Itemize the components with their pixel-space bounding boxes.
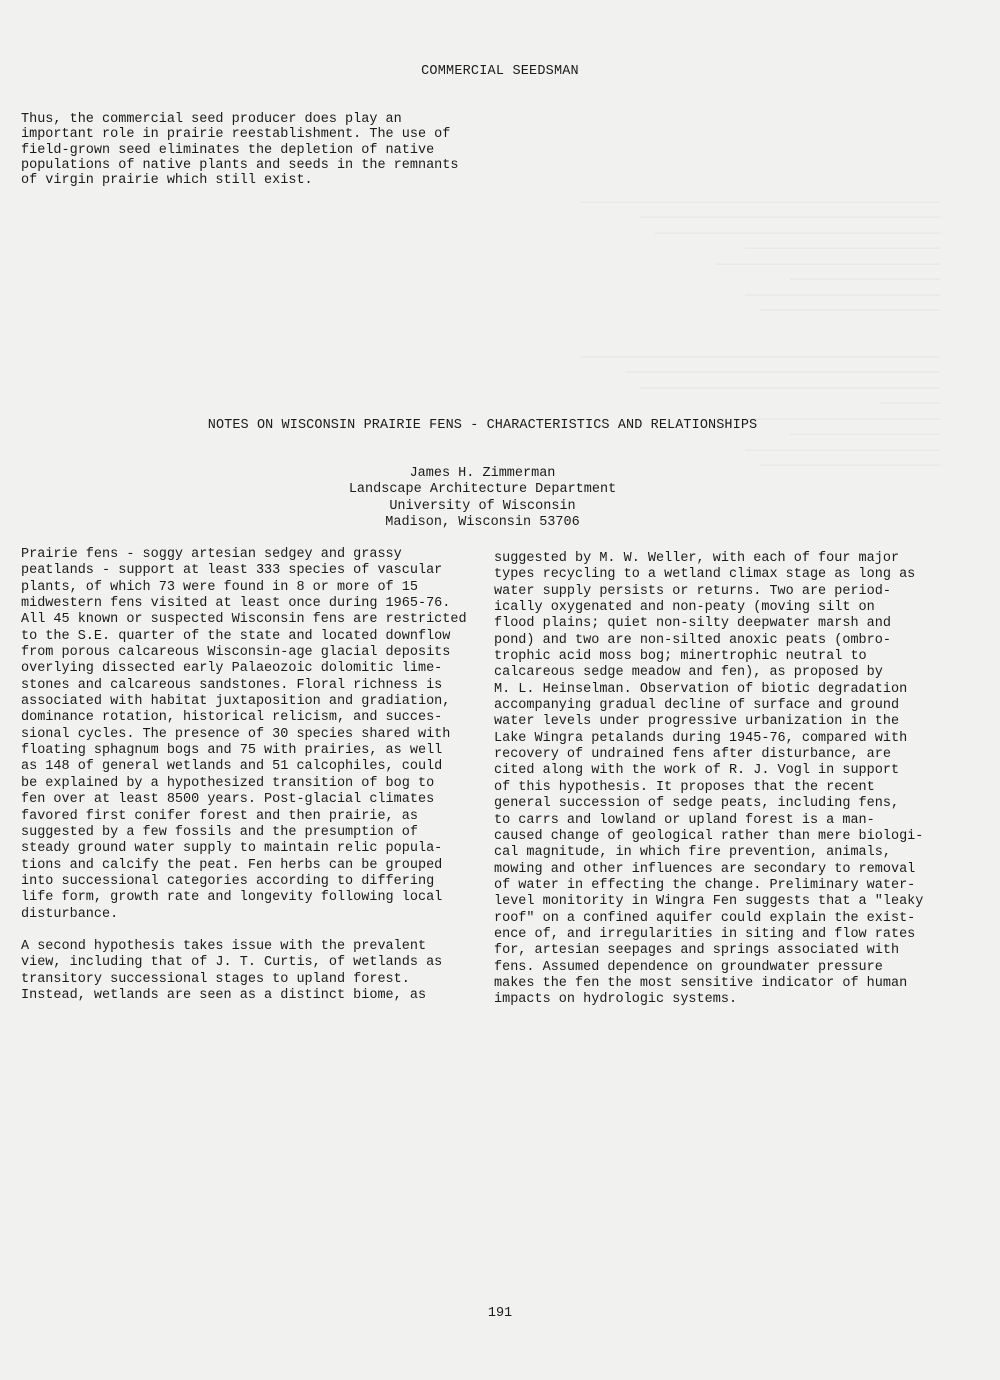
reverse-page-bleed-through: ──────────────────────────────────────────────── ──────────────────────────────────────── ────────────────────────────────────── ────────────────────────── ────────────────────────────── ──────────────────── ────────────────────────── ──────────────────────── ──────────────────────────────────────────────── ────────────────────────────────────────── ──────────────────────────────────────── ──────── ────────────────────────────── ──────────────────── ────────────────────────── ──────────────────────── [579,195,940,473]
abstract-paragraph-2: A second hypothesis takes issue with the prevalent view, including that of J. T. Curtis, of wetlands as transitory successional stages to upland forest. Instead, wetlands are seen as a distinct biome, as [21,938,443,1003]
author-department: Landscape Architecture Department [348,482,617,498]
author-name: James H. Zimmerman [409,466,556,481]
running-head: COMMERCIAL SEEDSMAN [421,64,579,79]
page-number: 191 [487,1306,513,1321]
author-institution: University of Wisconsin [389,498,576,514]
intro-paragraph: Thus, the commercial seed producer does play an important role in prairie reestablishment. The use of field-grown seed eliminates the depletion of native populations of native plants and seeds in the remnants of virgin prairie which still exist. [21,112,459,189]
paragraph-gap [21,923,481,939]
left-column [21,547,481,1004]
byline [0,466,965,532]
right-column [494,551,959,1009]
author-address: Madison, Wisconsin 53706 [385,515,580,531]
article-title: NOTES ON WISCONSIN PRAIRIE FENS - CHARACTERISTICS AND RELATIONSHIPS [207,418,758,433]
abstract-paragraph-1: Prairie fens - soggy artesian sedgey and grassy peatlands - support at least 333 species of vascular plants, of which 73 were found in 8 or more of 15 midwestern fens visited at least once during 1965-76. All 45 known or suspected Wisconsin fens are restricted to the S.E. quarter of the state and located downflow from porous calcareous Wisconsin-age glacial deposits overlying dissected early Palaeozoic dolomitic lime- stones and calcareous sandstones. Floral richness is associated with habitat juxtaposition and gradiation, dominance rotation, historical relicism, and succes- sional cycles. The presence of 30 species shared with floating sphagnum bogs and 75 with prairies, as well as 148 of general wetlands and 51 calcophiles, could be explained by a hypothesized transition of bog to fen over at least 8500 years. Post-glacial climates favored first conifer forest and then prairie, as suggested by a few fossils and the presumption of steady ground water supply to maintain relic popula- tions and calcify the peat. Fen herbs can be grouped into successional categories according to differing life form, growth rate and longevity following local disturbance. [21,547,467,922]
intro-paragraph-block [21,112,471,188]
abstract-paragraph-continuation: suggested by M. W. Weller, with each of four major types recycling to a wetland climax stage as long as water supply persists or returns. Two are period- ically oxygenated and non-peaty (moving silt on flood plains; quiet non-silty deepwater marsh and pond) and two are non-silted anoxic peats (ombro- trophic acid moss bog; minertrophic neutral to calcareous sedge meadow and fen), as proposed by M. L. Heinselman. Observation of biotic degradation accompanying gradual decline of surface and ground water levels under progressive urbanization in the Lake Wingra petalands during 1945-76, compared with recovery of undrained fens after disturbance, are cited along with the work of R. J. Vogl in support of this hypothesis. It proposes that the recent general succession of sedge peats, including fens, to carrs and lowland or upland forest is a man- caused change of geological rather than mere biologi- cal magnitude, in which fire prevention, animals, mowing and other influences are secondary to removal of water in effecting the change. Preliminary water- level monitority in Wingra Fen suggests that a "leaky roof" on a confined aquifer could explain the exist- ence of, and irregularities in siting and flow rates for, artesian seepages and springs associated with fens. Assumed dependence on groundwater pressure makes the fen the most sensitive indicator of human impacts on hydrologic systems. [494,551,924,1008]
